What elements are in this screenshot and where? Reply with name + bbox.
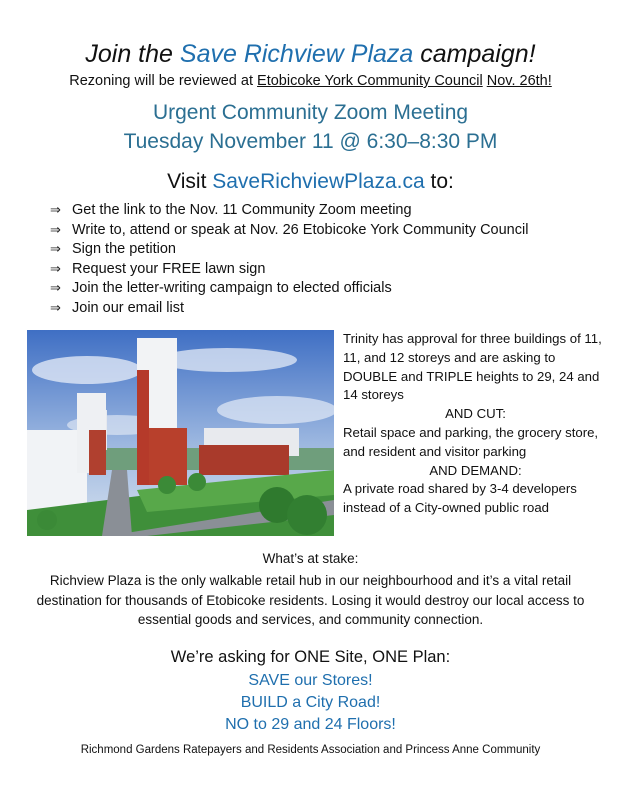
action-item [50, 278, 528, 298]
action-item [50, 298, 528, 318]
arrow-icon: ⇒ [50, 241, 61, 256]
approval-text: Trinity has approval for three buildings of 11, 11, and 12 storeys and are asking to DOUBLE and TRIPLE heights to 29, 24 and 14 storeys [343, 331, 602, 403]
council-date: Nov. 26th! [486, 73, 552, 89]
action-text: Join our email list [72, 299, 185, 316]
council-name: Etobicoke York Community Council [257, 73, 483, 89]
cut-heading: AND CUT: [445, 406, 506, 422]
visit-heading [0, 170, 621, 194]
visit-post: to: [424, 170, 454, 193]
campaign-name: Save Richview Plaza [179, 40, 414, 68]
meeting-datetime: Tuesday November 11 @ 6:30–8:30 PM [123, 130, 498, 153]
proposal-summary [343, 330, 608, 518]
ask-heading: We’re asking for ONE Site, ONE Plan: [170, 648, 451, 666]
action-list [50, 200, 528, 317]
arrow-icon: ⇒ [50, 221, 61, 237]
arrow-icon: ⇒ [50, 299, 61, 315]
cut-text: Retail space and parking, the grocery store, and resident and visitor parking [343, 424, 599, 459]
building-rendering [27, 330, 334, 536]
action-item [50, 220, 528, 240]
slogan-no-floors: NO to 29 and 24 Floors! [225, 716, 396, 733]
action-item [50, 200, 528, 220]
footer-organizations: Richmond Gardens Ratepayers and Residents Association and Princess Anne Community [80, 744, 541, 756]
headline [0, 40, 621, 69]
action-text: Request your FREE lawn sign [72, 260, 266, 277]
rezoning-notice [0, 73, 621, 89]
rezoning-text: Rezoning will be reviewed at [69, 73, 258, 89]
action-text: Sign the petition [72, 241, 176, 257]
visit-pre: Visit [167, 170, 213, 193]
action-item [50, 239, 528, 259]
headline-post: campaign! [413, 40, 536, 68]
action-item [50, 259, 528, 279]
action-text: Get the link to the Nov. 11 Community Zoom meeting [72, 202, 412, 218]
demand-heading: AND DEMAND: [429, 462, 522, 478]
arrow-icon: ⇒ [50, 202, 61, 217]
headline-pre: Join the [85, 40, 180, 68]
action-text: Write to, attend or speak at Nov. 26 Etobicoke York Community Council [72, 221, 529, 238]
website-link[interactable]: SaveRichviewPlaza.ca [212, 170, 425, 193]
stake-body: Richview Plaza is the only walkable retail hub in our neighbourhood and it’s a vital retail destination for thousands of Etobicoke residents. Losing it would destroy our local access to essential goods and services, and community connection. [36, 573, 585, 627]
slogan-build-road: BUILD a City Road! [240, 694, 381, 711]
meeting-title: Urgent Community Zoom Meeting [152, 101, 469, 124]
stake-heading: What’s at stake: [262, 551, 359, 566]
slogan-save-stores: SAVE our Stores! [248, 672, 373, 689]
arrow-icon: ⇒ [50, 260, 61, 276]
demand-text: A private road shared by 3-4 developers instead of a City-owned public road [343, 481, 577, 516]
arrow-icon: ⇒ [50, 280, 61, 295]
action-text: Join the letter-writing campaign to elected officials [72, 280, 392, 296]
